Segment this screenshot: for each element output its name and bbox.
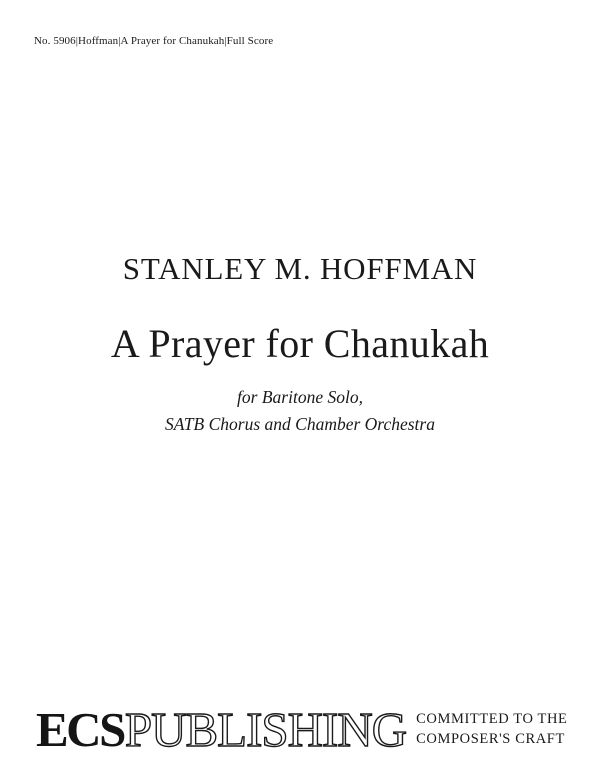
- publisher-logo: [36, 702, 568, 756]
- work-subtitle: [0, 384, 600, 438]
- subtitle-line-2: SATB Chorus and Chamber Orchestra: [165, 414, 435, 434]
- catalog-header: No. 5906|Hoffman|A Prayer for Chanukah|Full Score: [34, 35, 274, 47]
- subtitle-line-1: for Baritone Solo,: [237, 387, 363, 407]
- tagline-line-2: COMPOSER'S CRAFT: [416, 731, 565, 747]
- publisher-logo-publishing: PUBLISHING: [124, 701, 407, 757]
- composer-name: STANLEY M. HOFFMAN: [122, 251, 478, 286]
- publisher-logo-ecs: ECS: [36, 701, 124, 757]
- work-title: A Prayer for Chanukah: [110, 321, 490, 366]
- tagline-line-1: COMMITTED TO THE: [416, 711, 568, 727]
- publisher-tagline: [416, 709, 567, 749]
